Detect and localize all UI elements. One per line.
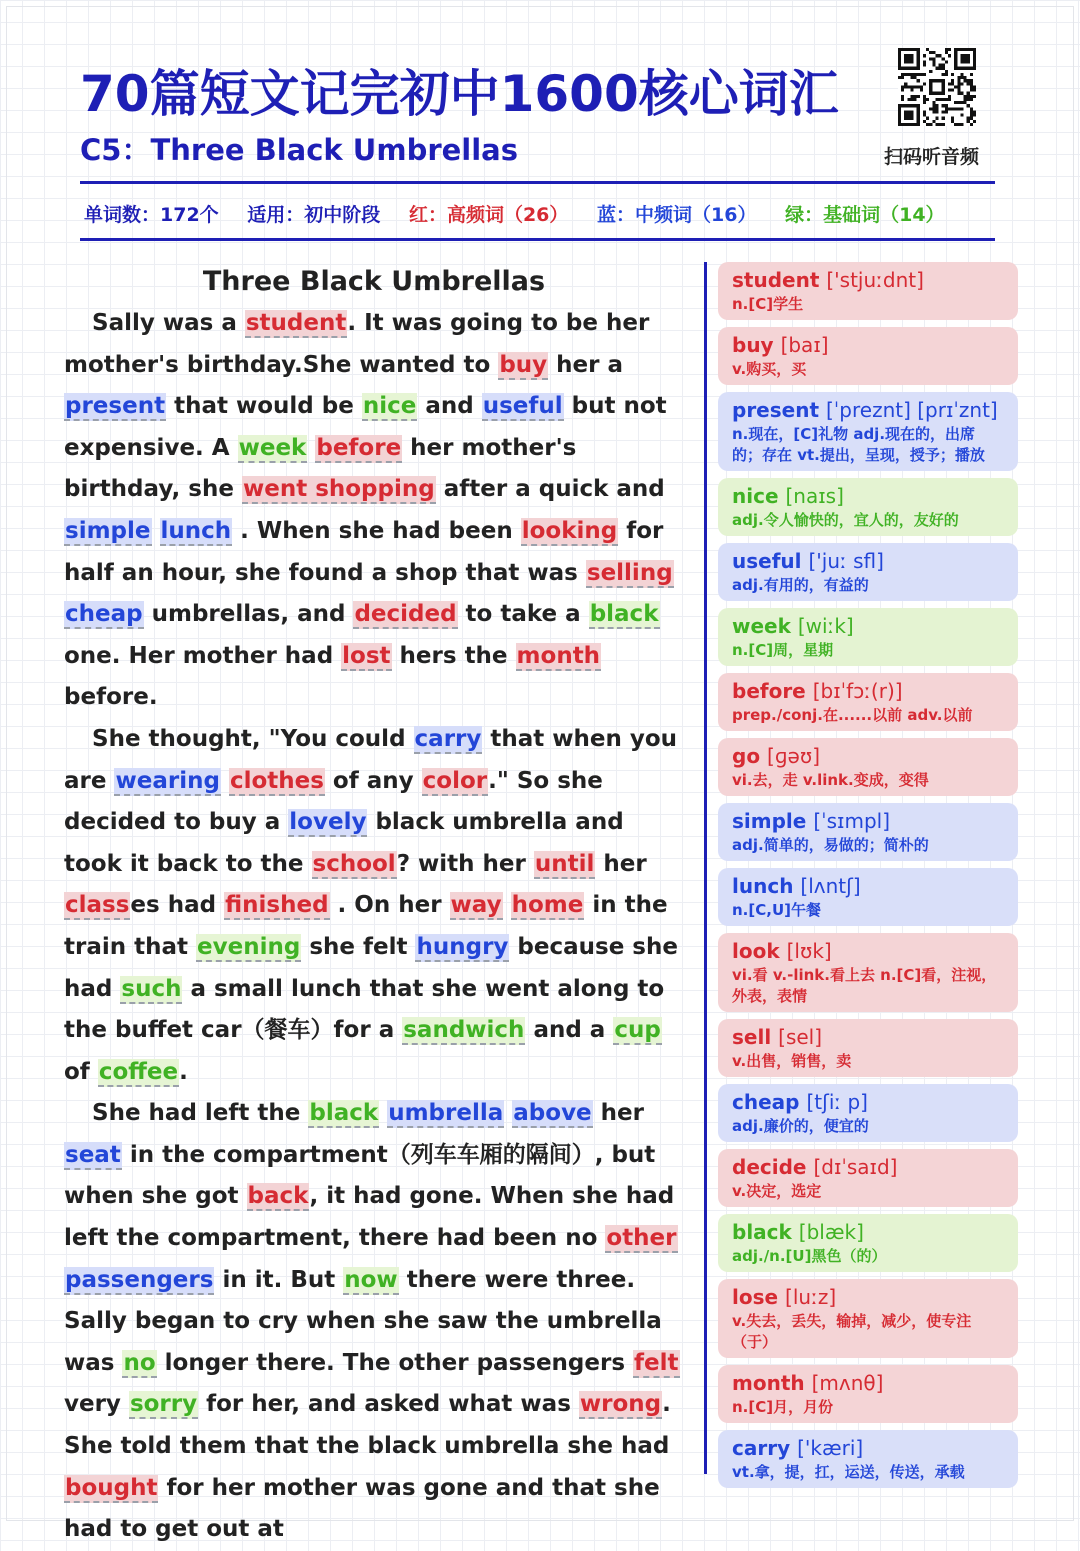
story-text: for half an hour, she found a shop that was xyxy=(64,517,664,586)
story-text: , it had gone. When she had left the compartment, there had been no xyxy=(64,1183,675,1252)
vocab-word-highlight: such xyxy=(121,975,182,1002)
vocab-definition: v.出售，销售，卖 xyxy=(732,1052,852,1070)
level: 适用：初中阶段 xyxy=(247,204,381,226)
vocab-word: look xyxy=(732,939,780,963)
vocab-phonetic: [blæk] xyxy=(798,1220,864,1244)
story-text: ? with her xyxy=(396,850,534,877)
vocab-word-highlight: class xyxy=(65,892,130,919)
vocab-definition: n.[C]周，星期 xyxy=(732,641,834,659)
vocab-word-highlight: other xyxy=(606,1225,677,1252)
vocab-card-headword xyxy=(732,807,1004,835)
qr-code-icon[interactable] xyxy=(898,48,976,126)
story-text: . She told them that the black umbrella she had xyxy=(64,1391,671,1460)
legend-green: 绿：基础词（14） xyxy=(785,204,945,226)
story-text: . It was going to be her mother's birthday.She wanted to xyxy=(64,310,650,378)
story-text: umbrellas, and xyxy=(143,601,354,628)
story-text: hers the xyxy=(391,642,516,669)
vocab-definition: adj.简单的，易做的；简朴的 xyxy=(732,836,929,854)
vocab-word-highlight: black xyxy=(309,1100,379,1127)
story-text: that when you are xyxy=(64,725,678,794)
lesson-subtitle: C5：Three Black Umbrellas xyxy=(80,133,519,167)
vocab-card-week xyxy=(718,608,1018,666)
vocab-phonetic: [sel] xyxy=(778,1025,823,1049)
vocab-phonetic: [baɪ] xyxy=(780,333,829,357)
vocab-card-headword xyxy=(732,1023,1004,1051)
story-text: to take a xyxy=(457,601,589,628)
vocab-definition: adj.廉价的，便宜的 xyxy=(732,1117,869,1135)
vocab-card-headword xyxy=(732,1218,1004,1246)
vocab-word-highlight: color xyxy=(422,767,488,794)
vocab-definition: vi.看 v.-link.看上去 n.[C]看，注视，外表，表情 xyxy=(732,966,997,1005)
vocab-card-headword xyxy=(732,742,1004,770)
vocab-definition: n.[C]学生 xyxy=(732,295,804,313)
vocab-word-highlight: clothes xyxy=(229,767,324,794)
vocab-phonetic: [mʌnθ] xyxy=(811,1371,884,1395)
story-text: es had xyxy=(130,892,225,919)
vocab-card-go xyxy=(718,738,1018,796)
vocab-word-highlight: wrong xyxy=(579,1391,662,1418)
vocab-word: cheap xyxy=(732,1090,800,1114)
story-text: in the compartment（列车车厢的隔间）, but when she got xyxy=(64,1141,656,1210)
vocab-word: week xyxy=(732,614,791,638)
vocab-card-headword xyxy=(732,612,1004,640)
vocab-word-highlight: school xyxy=(312,850,396,877)
vocab-card-headword xyxy=(732,1088,1004,1116)
vocab-word-highlight: cup xyxy=(614,1017,661,1044)
vocab-card-headword xyxy=(732,1369,1004,1397)
story xyxy=(64,266,684,1551)
vocab-card-headword xyxy=(732,872,1004,900)
word-count: 单词数：172个 xyxy=(84,204,219,226)
vocab-word: lunch xyxy=(732,874,794,898)
vocab-card-headword xyxy=(732,482,1004,510)
story-text: one. Her mother had xyxy=(64,642,342,669)
vocab-phonetic: [ɡəʊ] xyxy=(767,744,820,768)
story-text: for her, and asked what was xyxy=(198,1391,579,1418)
legend-blue: 蓝：中频词（16） xyxy=(597,204,757,226)
vocab-definition: v.决定，选定 xyxy=(732,1182,822,1200)
vocab-definition: vi.去，走 v.link.变成，变得 xyxy=(732,771,929,789)
vocab-word-highlight: no xyxy=(123,1349,156,1376)
vocab-card-lose xyxy=(718,1279,1018,1358)
vocab-word: before xyxy=(732,679,806,703)
vocab-word-highlight: evening xyxy=(197,933,301,960)
vocab-word-highlight: cheap xyxy=(65,601,143,628)
vocab-word-highlight: finished xyxy=(225,892,329,919)
stats-bar xyxy=(84,200,945,227)
story-text: after a quick and xyxy=(435,476,665,503)
vocab-phonetic: [ˈsɪmpl] xyxy=(813,809,891,833)
vocab-card-cheap xyxy=(718,1084,1018,1142)
page-title: 70篇短文记完初中1600核心词汇 xyxy=(80,65,839,123)
vocab-phonetic: [lʊk] xyxy=(786,939,832,963)
vocab-word: simple xyxy=(732,809,807,833)
story-text: her xyxy=(595,850,647,877)
vocab-word-highlight: now xyxy=(344,1266,398,1293)
vocab-phonetic: [tʃiː p] xyxy=(806,1090,868,1114)
vocab-word-highlight: carry xyxy=(414,725,482,752)
story-paragraph xyxy=(64,1093,684,1551)
vocab-card-month xyxy=(718,1365,1018,1423)
story-text: . On her xyxy=(329,892,450,919)
vocab-word-highlight: lovely xyxy=(289,809,367,836)
vocab-card-decide xyxy=(718,1149,1018,1207)
vocab-word-highlight: above xyxy=(513,1100,592,1127)
top-rule xyxy=(80,181,995,184)
vocab-phonetic: [lʌntʃ] xyxy=(800,874,861,898)
vocab-word-highlight: selling xyxy=(586,559,673,586)
vocab-word-highlight: back xyxy=(247,1183,309,1210)
story-text: her xyxy=(592,1100,644,1127)
story-text: longer there. The other passengers xyxy=(156,1349,634,1376)
vocab-definition: prep./conj.在......以前 adv.以前 xyxy=(732,706,973,724)
story-text: of any xyxy=(324,767,422,794)
vocab-list xyxy=(718,262,1018,1495)
story-title: Three Black Umbrellas xyxy=(202,266,546,297)
vocab-card-headword xyxy=(732,1153,1004,1181)
story-body xyxy=(64,303,684,1551)
legend-red: 红：高频词（26） xyxy=(408,204,569,226)
vocab-word-highlight: until xyxy=(534,850,595,877)
qr-caption: 扫码听音频 xyxy=(884,146,980,168)
vocab-card-headword xyxy=(732,937,1004,965)
vocab-word-highlight: looking xyxy=(521,517,618,544)
vocab-definition: n.[C,U]午餐 xyxy=(732,901,821,919)
story-text: Sally was a xyxy=(92,310,245,336)
vocab-word-highlight: seat xyxy=(65,1141,121,1168)
vocab-word: month xyxy=(732,1371,805,1395)
vocab-word-highlight: went shopping xyxy=(242,476,435,503)
bottom-rule xyxy=(80,238,995,241)
story-text: her mother's birthday, she xyxy=(64,434,577,503)
vocab-definition: vt.拿，提，扛，运送，传送，承载 xyxy=(732,1463,965,1481)
story-text xyxy=(221,768,229,794)
vocab-word-highlight: before xyxy=(316,434,402,461)
story-text: there were three. Sally began to cry when she saw the umbrella was xyxy=(64,1266,662,1376)
story-text: ." So she decided to buy a xyxy=(64,767,603,836)
vocab-phonetic: [dɪˈsaɪd] xyxy=(813,1155,898,1179)
vocab-card-headword xyxy=(732,677,1004,705)
vocab-definition: adj.令人愉快的，宜人的，友好的 xyxy=(732,511,959,529)
vocab-word: nice xyxy=(732,484,779,508)
vocab-phonetic: [bɪˈfɔː(r)] xyxy=(812,679,903,703)
vocab-word-highlight: present xyxy=(65,393,166,420)
vocab-word-highlight: umbrella xyxy=(388,1100,504,1127)
vocab-word-highlight: home xyxy=(511,892,584,919)
vocab-word-highlight: sandwich xyxy=(403,1017,525,1044)
vocab-word: go xyxy=(732,744,761,768)
vocab-definition: n.[C]月，月份 xyxy=(732,1398,834,1416)
story-text: . xyxy=(179,1058,188,1085)
vocab-card-present xyxy=(718,392,1018,471)
story-text: and a xyxy=(525,1017,614,1044)
vocab-word-highlight: bought xyxy=(65,1474,158,1501)
vocab-card-headword xyxy=(732,547,1004,575)
vocab-phonetic: ['kæri] xyxy=(797,1436,864,1460)
vocab-definition: adj./n.[U]黑色（的） xyxy=(732,1247,887,1265)
vocab-phonetic: ['stjuːdnt] xyxy=(826,268,924,292)
vocab-definition: n.现在，[C]礼物 adj.现在的，出席的；存在 vt.提出，呈现，授予；播放 xyxy=(732,425,985,464)
vocab-word: student xyxy=(732,268,820,292)
vocab-card-headword xyxy=(732,396,1004,424)
story-text: a small lunch that she went along to the buffet car（餐车）for a xyxy=(64,975,665,1044)
story-text: and xyxy=(417,393,482,420)
vocab-word-highlight: nice xyxy=(362,393,417,420)
vocab-definition: adj.有用的，有益的 xyxy=(732,576,869,594)
vocab-word-highlight: wearing xyxy=(115,767,220,794)
vocab-card-lunch xyxy=(718,868,1018,926)
vocab-word-highlight: student xyxy=(245,310,347,336)
vocab-word-highlight: lost xyxy=(342,642,391,669)
vocab-word-highlight: felt xyxy=(634,1349,679,1376)
vocab-card-headword xyxy=(732,1283,1004,1311)
vocab-card-buy xyxy=(718,327,1018,385)
vocab-word-highlight: sorry xyxy=(129,1391,198,1418)
vocab-card-black xyxy=(718,1214,1018,1272)
vocab-word-highlight: lunch xyxy=(160,517,232,544)
vocab-phonetic: [ˈpreznt] [prɪˈznt] xyxy=(825,398,998,422)
vocab-word: buy xyxy=(732,333,774,357)
story-text: She thought, "You could xyxy=(92,725,414,752)
vocab-word: black xyxy=(732,1220,792,1244)
vocab-card-headword xyxy=(732,331,1004,359)
vocab-word-highlight: coffee xyxy=(98,1058,179,1085)
vocab-word-highlight: way xyxy=(450,892,502,919)
vocab-word-highlight: buy xyxy=(499,351,548,378)
story-text: black umbrella and took it back to the xyxy=(64,809,624,877)
vocab-definition: v.购买，买 xyxy=(732,360,807,378)
vocab-card-nice xyxy=(718,478,1018,536)
story-text: in the train that xyxy=(64,892,668,960)
vocab-word: carry xyxy=(732,1436,791,1460)
story-text: because she had xyxy=(64,933,678,1002)
story-text: for her mother was gone and that she had to get out at xyxy=(64,1474,660,1543)
story-paragraph xyxy=(64,719,684,1093)
vocab-phonetic: [luːz] xyxy=(785,1285,837,1309)
vocab-card-headword xyxy=(732,1434,1004,1462)
story-text: before. xyxy=(64,684,158,711)
story-text: she felt xyxy=(301,933,416,960)
vocab-word: present xyxy=(732,398,820,422)
story-text: but not expensive. A xyxy=(64,393,667,461)
story-text: . When she had been xyxy=(232,517,521,544)
column-divider xyxy=(704,262,707,1474)
vocab-definition: v.失去，丢失，输掉，减少，使专注（于） xyxy=(732,1312,972,1351)
vocab-word-highlight: week xyxy=(238,434,307,461)
story-paragraph xyxy=(64,303,684,719)
vocab-word-highlight: decided xyxy=(354,601,457,628)
vocab-card-useful xyxy=(718,543,1018,601)
vocab-card-sell xyxy=(718,1019,1018,1077)
vocab-card-headword xyxy=(732,266,1004,294)
story-text: She had left the xyxy=(92,1100,309,1127)
story-text: very xyxy=(64,1391,129,1418)
vocab-word-highlight: simple xyxy=(65,517,151,544)
vocab-word-highlight: hungry xyxy=(416,933,509,960)
story-text: in it. But xyxy=(214,1266,344,1293)
vocab-card-look xyxy=(718,933,1018,1012)
vocab-word-highlight: useful xyxy=(482,393,563,420)
vocab-word-highlight: passengers xyxy=(65,1266,214,1293)
vocab-card-carry xyxy=(718,1430,1018,1488)
story-text: that would be xyxy=(166,393,362,420)
story-text: of xyxy=(64,1058,98,1085)
vocab-word: lose xyxy=(732,1285,779,1309)
vocab-phonetic: [wiːk] xyxy=(797,614,854,638)
story-text xyxy=(152,518,160,544)
vocab-word: decide xyxy=(732,1155,807,1179)
vocab-card-student xyxy=(718,262,1018,320)
vocab-phonetic: [naɪs] xyxy=(785,484,844,508)
story-text xyxy=(503,892,511,918)
vocab-word-highlight: black xyxy=(589,601,659,628)
vocab-card-before xyxy=(718,673,1018,731)
vocab-word: sell xyxy=(732,1025,772,1049)
vocab-word: useful xyxy=(732,549,802,573)
vocab-phonetic: ['juː sfl] xyxy=(808,549,884,573)
vocab-word-highlight: month xyxy=(516,642,601,669)
story-text: her a xyxy=(548,351,624,378)
vocab-card-simple xyxy=(718,803,1018,861)
